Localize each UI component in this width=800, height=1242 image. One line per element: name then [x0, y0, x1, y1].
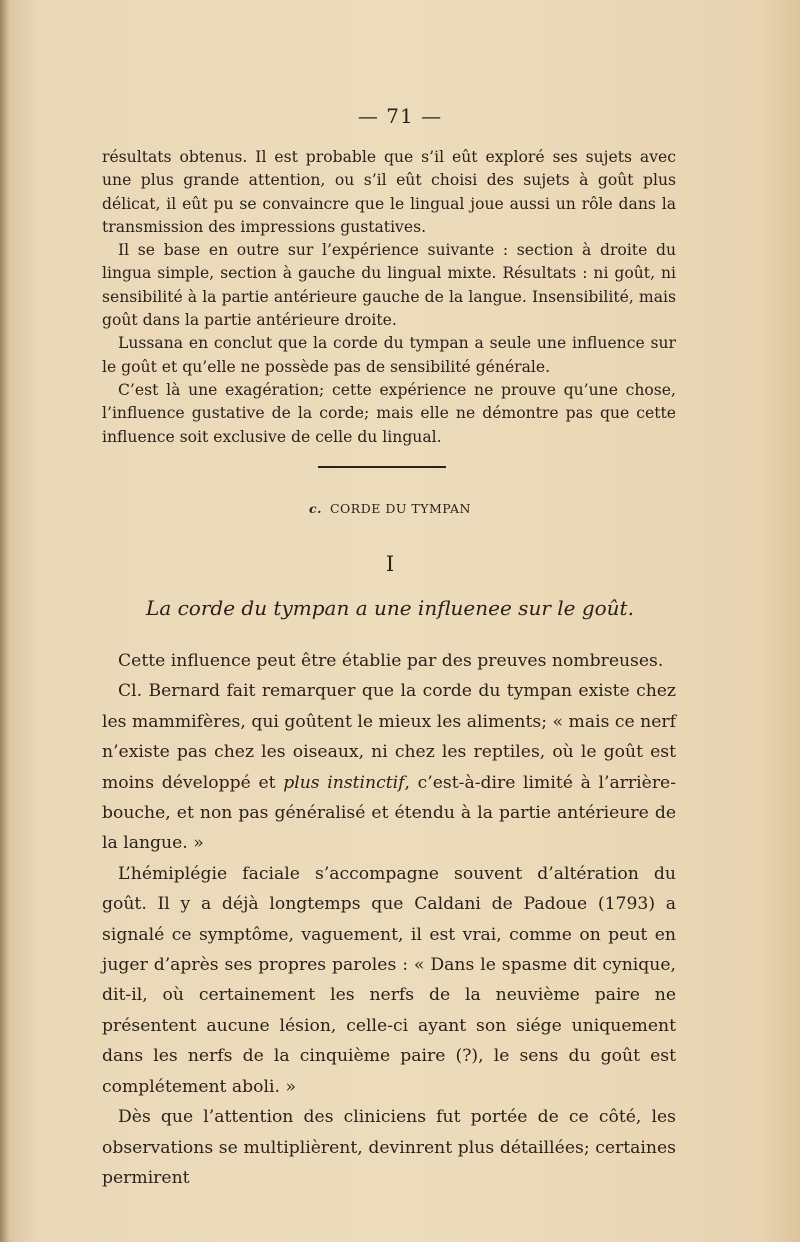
- subheading-letter: c.: [309, 501, 322, 516]
- intro-text-block: [102, 146, 676, 449]
- paragraph: Cette influence peut être établie par des preuves nombreuses.: [118, 651, 664, 671]
- paragraph: Dès que l’attention des cliniciens fut portée de ce côté, les observations se multiplièrent, devinrent plus détaillées; certaines permirent: [102, 1107, 676, 1188]
- page-binding-edge: [0, 0, 10, 1242]
- section-divider-rule: [318, 466, 446, 468]
- paragraph: [102, 676, 676, 858]
- italic-text-run: plus instinctif: [283, 772, 405, 793]
- main-text-block: [102, 646, 676, 1193]
- paragraph: Il se base en outre sur l’expérience suivante : section à droite du lingua simple, section à gauche du lingual mixte. Résultats : ni goût, ni sensibilité à la partie antérieure gauche de la langue. Insensibilité, mais goût dans la partie antérieure droite.: [102, 241, 676, 330]
- page-number: — 71 —: [357, 104, 443, 128]
- text-run: Cl. Bernard fait remarquer que la corde du tympan existe chez les mammifères, qui goûtent le mieux les aliments; « mais ce nerf n’existe pas chez les oiseaux, ni chez les reptiles, où le goût est moins développé et: [102, 681, 676, 793]
- text-run: , c’est-à-dire limité à l’arrière-bouche, et non pas généralisé et étendu à la partie antérieure de la langue. »: [102, 772, 677, 854]
- section-title: La corde du tympan a une influenee sur le goût.: [146, 596, 634, 620]
- section-number: I: [385, 552, 395, 576]
- paragraph: résultats obtenus. Il est probable que s’il eût exploré ses sujets avec une plus grande attention, ou s’il eût choisi des sujets à goût plus délicat, il eût pu se convaincre que le lingual joue aussi un rôle dans la transmission des impressions gustatives.: [102, 148, 676, 236]
- subheading: [200, 501, 580, 516]
- subheading-text: CORDE DU TYMPAN: [329, 501, 471, 516]
- paragraph: C’est là une exagération; cette expérience ne prouve qu’une chose, l’influence gustative de la corde; mais elle ne démontre pas que cette influence soit exclusive de celle du lingual.: [102, 380, 676, 446]
- paragraph: L’hémiplégie faciale s’accompagne souvent d’altération du goût. Il y a déjà longtemps que Caldani de Padoue (1793) a signalé ce symptôme, vaguement, il est vrai, comme on peut en juger d’après ses propres paroles : « Dans le spasme dit cynique, dit-il, où certainement les nerfs de la neuvième paire ne présentent aucune lésion, celle-ci ayant son siége uniquement dans les nerfs de la cinquième paire (?), le sens du goût est complétement aboli. »: [102, 863, 676, 1097]
- paragraph: Lussana en conclut que la corde du tympan a seule une influence sur le goût et qu’elle ne possède pas de sensibilité générale.: [102, 334, 676, 376]
